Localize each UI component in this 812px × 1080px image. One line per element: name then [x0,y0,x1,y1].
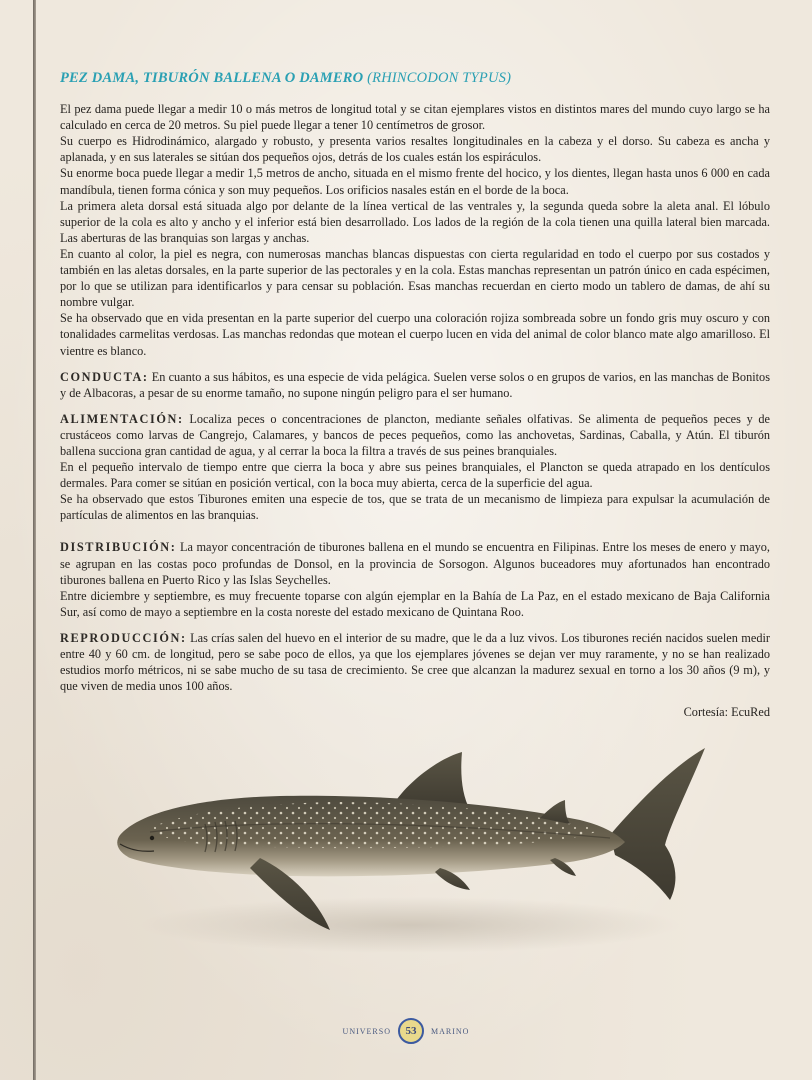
distribucion-text: La mayor concentración de tiburones ballena en el mundo se encuentra en Filipinas. Entre los meses de enero y mayo, se agrupan en las costas poco profundas de Donsol, en la provincia de Sorsogon. Algunos buceadores muy afortunados han encontrado tiburones ballena en Puerto Rico y las Islas Seychelles. [60,540,771,587]
intro-paragraph: En cuanto al color, la piel es negra, con numerosas manchas blancas dispuestas con cierta regularidad en todo el cuerpo por sus costados y también en las aletas dorsales, en la parte superior de las pectorales y en la cola. Estas manchas representan un patrón único en cada espécimen, por lo que se utilizan para identificarlos y para censar su población. Esas manchas recuerdan en cierto modo un tablero de damas, de ahí su nombre vulgar. [60,246,770,310]
alimentacion-text: Localiza peces o concentraciones de plancton, mediante señales olfativas. Se alimenta de pequeños peces y de crustáceos como larvas de Cangrejo, Calamares, y bancos de peces pequeños, como las anchovetas, Sardinas, Caballa, y Atún. El tiburón ballena succiona gran cantidad de agua, y al cerrar la boca la filtra a través de sus peines branquiales. [60,411,770,458]
conducta-text: En cuanto a sus hábitos, es una especie de vida pelágica. Suelen verse solos o en grupos de varios, en las manchas de Bonitos y de Albacoras, a pesar de su enorme tamaño, no supone ningún peligro para el ser humano. [60,369,770,400]
page-footer [0,1018,812,1044]
intro-paragraph: Se ha observado que en vida presentan en la parte superior del cuerpo una coloración rojiza sombreada sobre un fondo gris muy oscuro y con tonalidades carmelitas verdosas. Las manchas redondas que motean el cuerpo lucen en vida del animal de color blanco mate algo amarilloso. El vientre es blanco. [60,311,770,358]
credit-line: Cortesía: EcuRed [683,705,770,720]
intro-paragraph: Su enorme boca puede llegar a medir 1,5 metros de ancho, situada en el mismo frente del hocico, y los dientes, llegan hasta unos 6 000 en cada mandíbula, tienen forma cónica y son muy pequeños. Los orificios nasales están en el borde de la boca. [60,166,770,197]
article [60,70,770,720]
alimentacion-paragraph: En el pequeño intervalo de tiempo entre que cierra la boca y abre sus peines branquiales, el Plancton se queda atrapado en los dentículos dermales. Para comer se sitúan en posición vertical, con la boca muy abierta, cerca de la superficie del agua. [60,460,770,491]
footer-right-word: MARINO [431,1026,470,1036]
intro-paragraph: El pez dama puede llegar a medir 10 o más metros de longitud total y se citan ejemplares vistos en distintos mares del mundo cuyo largo se ha calculado en cerca de 20 metros. Su piel puede llegar a tener 10 centímetros de grosor. [60,102,770,133]
intro-paragraph: Su cuerpo es Hidrodinámico, alargado y robusto, y presenta varios resaltes longitudinales en la cabeza y el dorso. Su cabeza es ancha y aplanada, y en sus laterales se sitúan dos pequeños ojos, detrás de los cuales están los espiráculos. [60,134,770,165]
intro-paragraph: La primera aleta dorsal está situada algo por delante de la línea vertical de las ventrales y, la segunda queda sobre la aleta anal. El lóbulo superior de la cola es alto y ancho y el inferior está bien desarrollado. Los lados de la región de la cola tienen una quilla lateral bien marcada. Las aberturas de las branquias son largas y anchas. [60,198,770,245]
eye [150,836,154,840]
reproduccion-section [60,630,770,694]
conducta-label: CONDUCTA: [60,369,149,384]
whale-shark-illustration [110,740,710,960]
distribucion-label: DISTRIBUCIÓN: [60,540,177,555]
conducta-section [60,369,770,401]
book-spine [33,0,36,1080]
page-number-badge: 53 [398,1018,424,1044]
title-common-names: PEZ DAMA, TIBURÓN BALLENA O DAMERO [60,70,364,86]
footer-left-word: UNIVERSO [342,1026,391,1036]
alimentacion-paragraph: Se ha observado que estos Tiburones emiten una especie de tos, que se trata de un mecanismo de limpieza para expulsar la acumulación de partículas de alimentos en las branquias. [60,492,770,523]
distribucion-paragraph: Entre diciembre y septiembre, es muy frecuente toparse con algún ejemplar en la Bahía de La Paz, en el estado mexicano de Baja California Sur, así como de mayo a septiembre en la costa noreste del estado mexicano de Quintana Roo. [60,588,770,619]
alimentacion-section [60,411,770,459]
tail-fin [610,748,705,900]
shadow [140,897,680,953]
reproduccion-text: Las crías salen del huevo en el interior de su madre, que le da a luz vivos. Los tiburones recién nacidos suelen medir entre 40 y 60 cm. de longitud, pero se sabe poco de ellos, ya que los ejemplares jóvenes se dejan ver muy raramente, y no se han realizado estudios morfo métricos, ni se sabe mucho de su tasa de crecimiento. Se cree que alcanzan la madurez sexual en torno a los 30 años (9 m), y que viven de media unos 100 años. [60,630,770,694]
article-title [60,70,770,86]
alimentacion-label: ALIMENTACIÓN: [60,411,184,426]
whale-shark-image [110,740,710,960]
distribucion-section [60,539,770,587]
title-scientific-name: (RHINCODON TYPUS) [367,70,512,86]
reproduccion-label: REPRODUCCIÓN: [60,630,187,645]
